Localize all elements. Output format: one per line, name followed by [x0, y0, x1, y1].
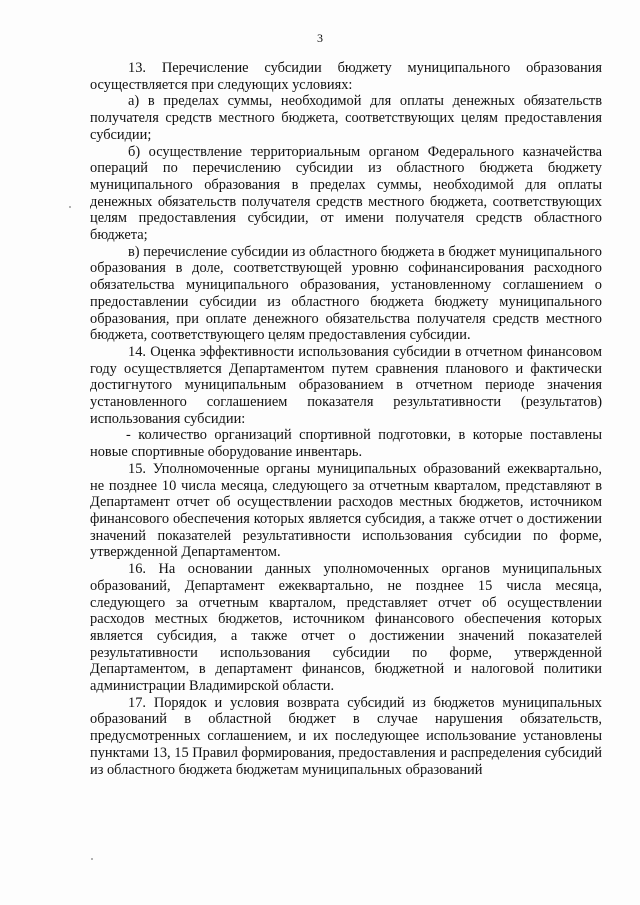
paragraph-13: 13. Перечисление субсидии бюджету муниципального образования осуществляется при следующих условиях:	[90, 60, 602, 93]
scan-speck	[91, 858, 93, 860]
paragraph-13v: в) перечисление субсидии из областного бюджета в бюджет муниципального образования в доле, соответствующей уровню софинансирования расходного обязательства муниципального образования, установленному соглашением о предоставлении субсидии из областного бюджета бюджету муниципального образования, при оплате денежного обязательства получателя средств местного бюджета, соответствующего целям предоставления субсидии.	[90, 243, 602, 344]
paragraph-17: 17. Порядок и условия возврата субсидий из бюджетов муниципальных образований в областной бюджет в случае нарушения обязательств, предусмотренных соглашением, и их последующее использование установлены пунктами 13, 15 Правил формирования, предоставления и распределения субсидий из областного бюджета бюджетам муниципальных образований	[90, 694, 602, 778]
paragraph-15: 15. Уполномоченные органы муниципальных образований ежеквартально, не позднее 10 числа месяца, следующего за отчетным кварталом, представляют в Департамент отчет об осуществлении расходов местных бюджетов, источником финансового обеспечения которых является субсидия, а также отчет о достижении значений показателей результативности использования субсидии по форме, утвержденной Департаментом.	[90, 460, 602, 561]
page-number: 3	[317, 31, 323, 45]
paragraph-13a: а) в пределах суммы, необходимой для оплаты денежных обязательств получателя средств местного бюджета, соответствующих целям предоставления субсидии;	[90, 93, 602, 143]
paragraph-13b: б) осуществление территориальным органом Федерального казначейства операций по перечислению субсидии из областного бюджета бюджету муниципального образования в пределах суммы, необходимой для оплаты денежных обязательств получателя средств местного бюджета, соответствующих целям предоставления субсидии, от имени получателя средств областного бюджета;	[90, 143, 602, 244]
paragraph-16: 16. На основании данных уполномоченных органов муниципальных образований, Департамент ежеквартально, не позднее 15 числа месяца, следующего за отчетным кварталом, представляет отчет об осуществлении расходов местных бюджетов, источником финансового обеспечения которых является субсидия, а также отчет о достижении значений показателей результативности использования субсидии по форме, утвержденной Департаментом, в департамент финансов, бюджетной и налоговой политики администрации Владимирской области.	[90, 561, 602, 695]
scan-speck	[69, 206, 71, 208]
paragraph-14-indicator: - количество организаций спортивной подготовки, в которые поставлены новые спортивные оборудование инвентарь.	[90, 427, 602, 461]
paragraph-14: 14. Оценка эффективности использования субсидии в отчетном финансовом году осуществляется Департаментом путем сравнения планового и фактически достигнутого муниципальным образованием в отчетном периоде значения установленного соглашением показателя результативности (результатов) использования субсидии:	[90, 343, 602, 427]
document-body	[90, 60, 602, 778]
